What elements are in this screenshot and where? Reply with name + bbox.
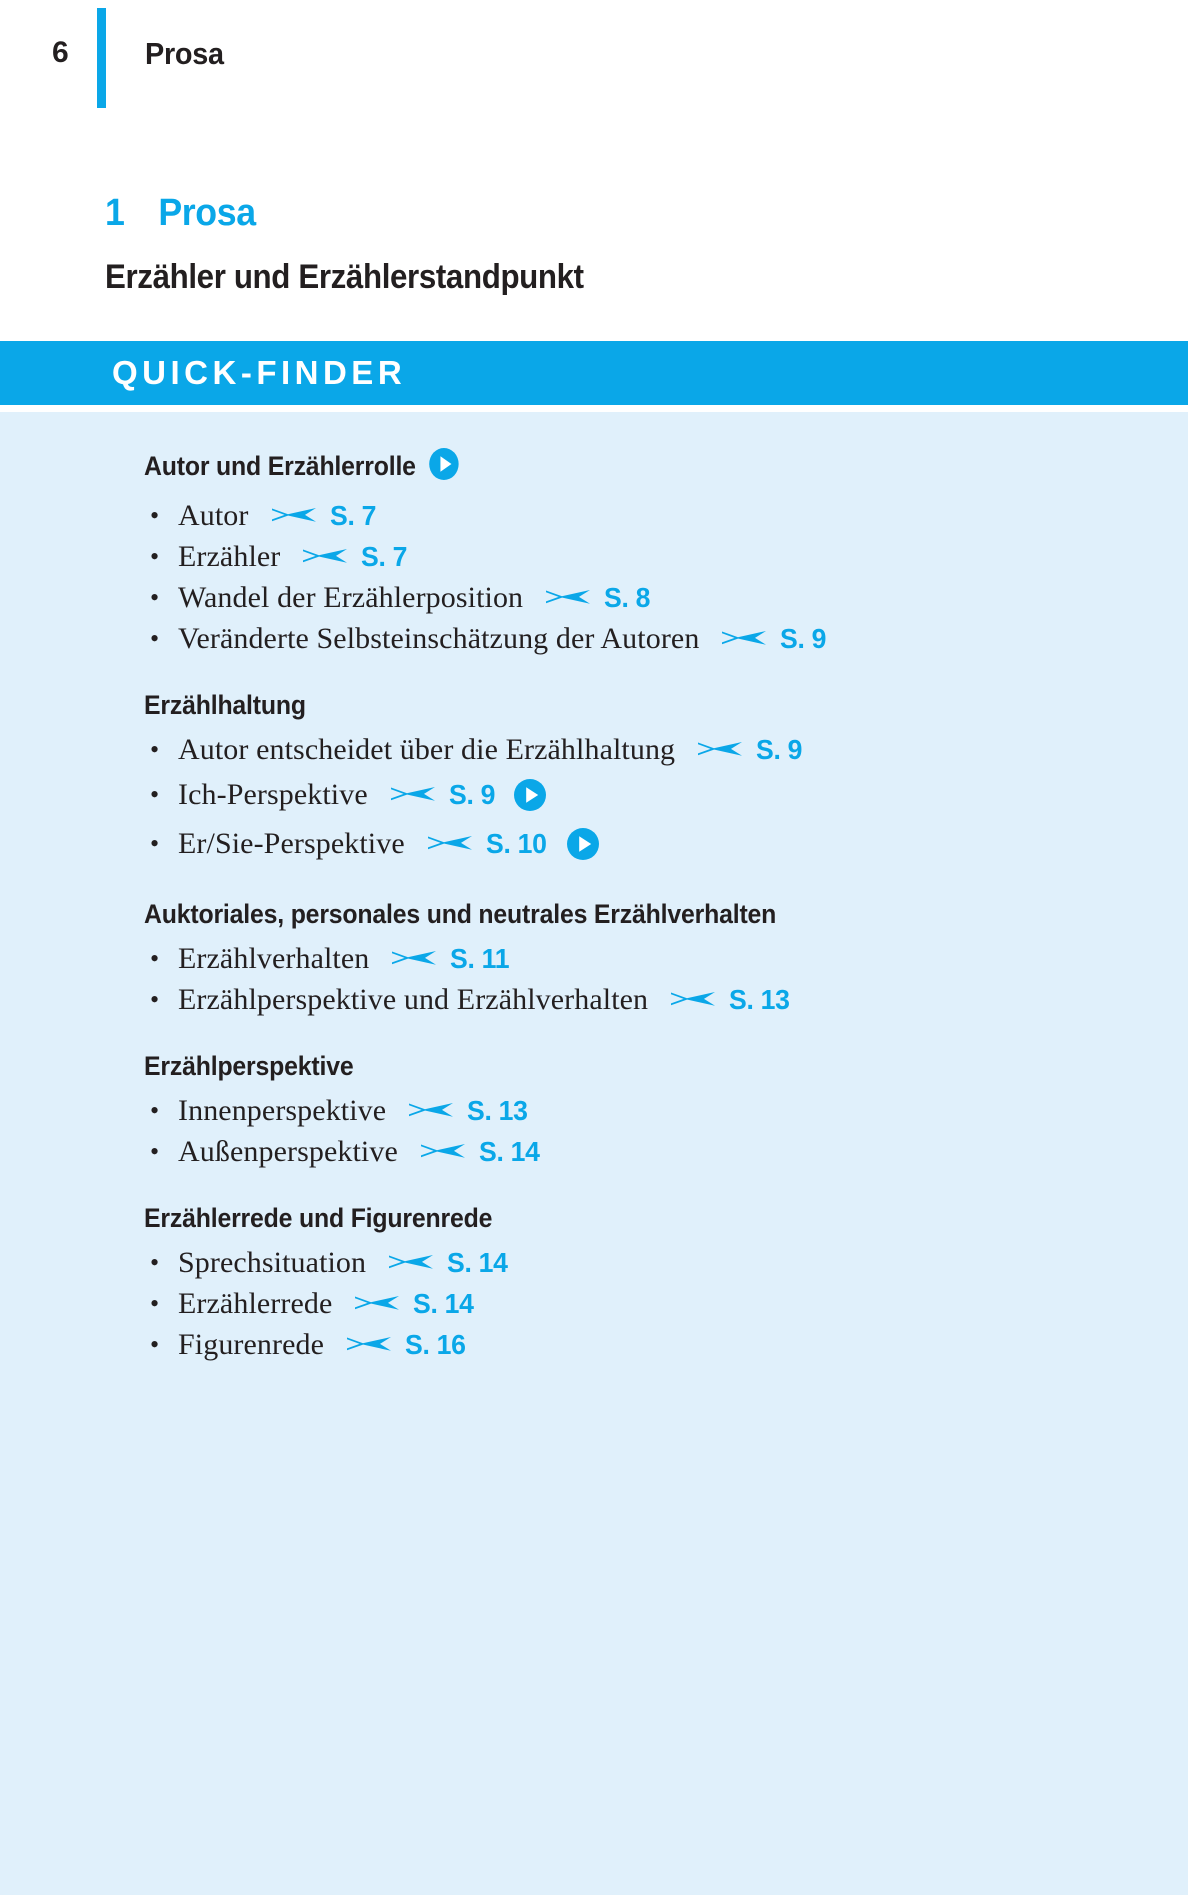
page-reference[interactable]: S. 9 bbox=[780, 623, 827, 654]
entry-label: Autor bbox=[178, 499, 249, 532]
bullet-icon: • bbox=[150, 542, 160, 571]
quick-finder-entry[interactable] bbox=[150, 1132, 1188, 1173]
group-heading bbox=[144, 1203, 1104, 1234]
bullet-icon: • bbox=[150, 1137, 160, 1166]
arrow-icon bbox=[302, 545, 348, 571]
bullet-icon: • bbox=[150, 985, 160, 1014]
arrow-icon bbox=[721, 627, 767, 653]
page-reference[interactable]: S. 8 bbox=[604, 582, 651, 613]
quick-finder-entry[interactable] bbox=[150, 578, 1188, 619]
page-reference[interactable]: S. 10 bbox=[485, 828, 547, 859]
chapter-number: 1 bbox=[105, 192, 125, 234]
group-heading-label: Erzählperspektive bbox=[144, 1051, 354, 1081]
quick-finder-entry[interactable] bbox=[150, 939, 1188, 980]
bullet-icon: • bbox=[150, 1096, 160, 1125]
video-play-icon[interactable] bbox=[566, 827, 600, 865]
bullet-icon: • bbox=[150, 829, 160, 858]
quick-finder-group bbox=[0, 1203, 1188, 1366]
quick-finder-group bbox=[0, 446, 1188, 660]
entry-label: Erzählperspektive und Erzählverhalten bbox=[178, 983, 649, 1016]
page-reference[interactable]: S. 14 bbox=[478, 1136, 540, 1167]
bullet-icon: • bbox=[150, 780, 160, 809]
arrow-icon bbox=[388, 1251, 434, 1277]
arrow-icon bbox=[271, 504, 317, 530]
arrow-icon bbox=[427, 832, 473, 858]
entry-label: Wandel der Erzählerposition bbox=[178, 581, 524, 614]
chapter-subtitle: Erzähler und Erzählerstandpunkt bbox=[105, 258, 584, 296]
arrow-icon bbox=[354, 1292, 400, 1318]
chapter-title: Prosa bbox=[158, 192, 256, 234]
bullet-icon: • bbox=[150, 583, 160, 612]
group-heading-label: Auktoriales, personales und neutrales Erzählverhalten bbox=[144, 899, 777, 929]
group-heading bbox=[144, 899, 1104, 930]
arrow-icon bbox=[346, 1333, 392, 1359]
bullet-icon: • bbox=[150, 1330, 160, 1359]
video-play-icon[interactable] bbox=[429, 447, 460, 488]
bullet-icon: • bbox=[150, 735, 160, 764]
quick-finder-banner bbox=[0, 341, 1188, 405]
quick-finder-entry[interactable] bbox=[150, 1284, 1188, 1325]
arrow-icon bbox=[408, 1099, 454, 1125]
quick-finder-entry[interactable] bbox=[150, 980, 1188, 1021]
quick-finder-entry[interactable] bbox=[150, 619, 1188, 660]
page-reference[interactable]: S. 13 bbox=[729, 984, 790, 1015]
page-reference[interactable]: S. 14 bbox=[447, 1247, 508, 1278]
quick-finder-entry[interactable] bbox=[150, 771, 1188, 820]
arrow-icon bbox=[697, 738, 743, 764]
page-number: 6 bbox=[52, 36, 69, 69]
entry-label: Autor entscheidet über die Erzählhaltung bbox=[178, 733, 676, 766]
chapter-heading bbox=[105, 192, 256, 235]
quick-finder-entry[interactable] bbox=[150, 820, 1188, 869]
bullet-icon: • bbox=[150, 501, 160, 530]
video-play-icon[interactable] bbox=[513, 778, 547, 816]
running-head bbox=[0, 0, 1188, 140]
page-reference[interactable]: S. 11 bbox=[450, 943, 510, 974]
arrow-icon bbox=[390, 783, 436, 809]
entry-label: Ich-Perspektive bbox=[178, 778, 368, 811]
entry-label: Figurenrede bbox=[178, 1328, 325, 1361]
arrow-icon bbox=[391, 947, 437, 973]
quick-finder-entry[interactable] bbox=[150, 537, 1188, 578]
quick-finder-panel bbox=[0, 412, 1188, 1895]
group-heading bbox=[144, 1051, 1104, 1082]
bullet-icon: • bbox=[150, 1289, 160, 1318]
quick-finder-group bbox=[0, 899, 1188, 1021]
group-heading bbox=[144, 690, 1104, 721]
page-reference[interactable]: S. 7 bbox=[329, 500, 376, 531]
running-head-rule bbox=[97, 8, 106, 108]
page-reference[interactable]: S. 9 bbox=[448, 779, 495, 810]
entry-label: Innenperspektive bbox=[178, 1094, 387, 1127]
page-reference[interactable]: S. 9 bbox=[756, 734, 803, 765]
arrow-icon bbox=[420, 1140, 466, 1166]
quick-finder-entry[interactable] bbox=[150, 1243, 1188, 1284]
arrow-icon bbox=[670, 988, 716, 1014]
entry-label: Er/Sie-Perspektive bbox=[178, 827, 405, 860]
quick-finder-entry[interactable] bbox=[150, 496, 1188, 537]
quick-finder-group bbox=[0, 690, 1188, 869]
group-heading bbox=[144, 446, 1104, 487]
group-heading-label: Erzählhaltung bbox=[144, 690, 306, 720]
entry-label: Sprechsituation bbox=[178, 1246, 367, 1279]
group-heading-label: Erzählerrede und Figurenrede bbox=[144, 1203, 493, 1233]
page-reference[interactable]: S. 7 bbox=[361, 541, 408, 572]
entry-label: Außenperspektive bbox=[178, 1135, 398, 1168]
page-reference[interactable]: S. 16 bbox=[405, 1329, 466, 1360]
quick-finder-entry[interactable] bbox=[150, 730, 1188, 771]
entry-label: Erzählverhalten bbox=[178, 942, 370, 975]
quick-finder-banner-label: QUICK-FINDER bbox=[112, 354, 407, 391]
quick-finder-entry[interactable] bbox=[150, 1091, 1188, 1132]
entry-label: Veränderte Selbsteinschätzung der Autoren bbox=[178, 622, 700, 655]
bullet-icon: • bbox=[150, 944, 160, 973]
entry-label: Erzählerrede bbox=[178, 1287, 333, 1320]
page-reference[interactable]: S. 14 bbox=[413, 1288, 475, 1319]
group-heading-label: Autor und Erzählerrolle bbox=[144, 451, 416, 481]
bullet-icon: • bbox=[150, 1248, 160, 1277]
quick-finder-entry[interactable] bbox=[150, 1325, 1188, 1366]
bullet-icon: • bbox=[150, 624, 160, 653]
page-reference[interactable]: S. 13 bbox=[467, 1095, 528, 1126]
entry-label: Erzähler bbox=[178, 540, 281, 573]
arrow-icon bbox=[545, 586, 591, 612]
quick-finder-group bbox=[0, 1051, 1188, 1173]
running-head-title: Prosa bbox=[145, 36, 224, 71]
